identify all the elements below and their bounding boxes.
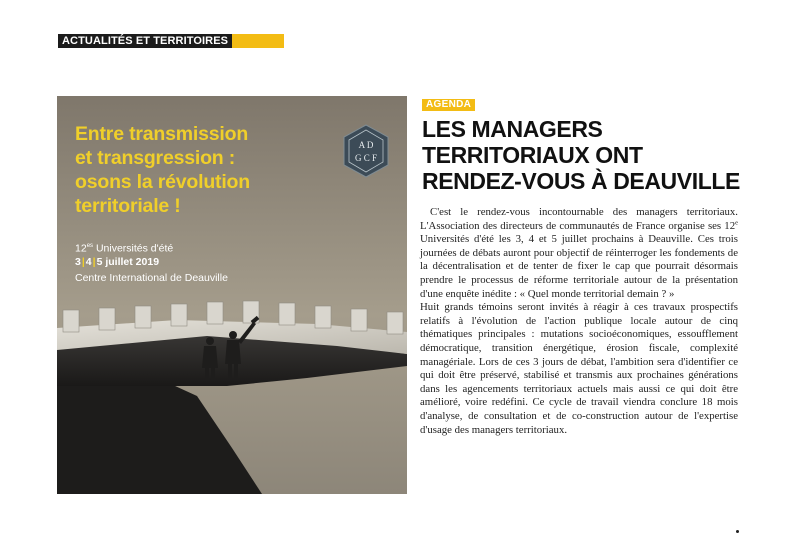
svg-text:G C F: G C F <box>354 153 378 163</box>
section-label: ACTUALITÉS ET TERRITOIRES <box>58 34 232 48</box>
article-paragraph: C'est le rendez-vous incontournable des managers territoriaux. L'Association des directeurs de communautés de France organise ses 12e Universités d'été les 3, 4 et 5 juillet prochains à Deauville. Ces trois journées de débats auront pour objectif de réinterroger les fondements de la décentralisation et de tenter de fixer le cap que pourrait désormais prendre le processus de réforme territoriale autour de la présentation d'une enquête inédite : « Quel monde territorial demain ? » <box>420 206 738 300</box>
poster-venue: Centre International de Deauville <box>75 272 228 284</box>
section-accent-bar <box>232 34 284 48</box>
agenda-tag: AGENDA <box>422 99 475 111</box>
svg-text:A D: A D <box>358 140 374 150</box>
poster-headline: Entre transmission et transgression : osons la révolution territoriale ! <box>75 123 250 217</box>
page-marker <box>736 530 739 533</box>
poster-edition: $12^{es}$ Universités d'été <box>75 242 174 255</box>
poster-dates: 3|4|5 juillet 2019 <box>75 256 160 268</box>
article-title: LES MANAGERS TERRITORIAUX ONT RENDEZ-VOUS À DEAUVILLE <box>422 116 740 194</box>
article-paragraph: Huit grands témoins seront invités à réagir à ces travaux prospectifs relatifs à l'évolution de l'action publique locale autour de cinq thématiques principales : mutations socioéconomiques, essoufflement démocratique, transition énergétique, érosion fiscale, complexité managériale. Lors de ces 3 jours de débat, l'ambition sera d'identifier ce qui doit être préservé, stabilisé et transmis aux prochaines générations dans les agencements territoriaux actuels mais aussi ce qui doit être amélioré, voire redéfini. Ce cycle de travail viendra conclure 18 mois d'analyse, de consultation et de co-construction autour de l'expertise d'usage des managers territoriaux. <box>420 301 738 436</box>
event-poster <box>57 96 407 494</box>
article-body <box>420 206 738 437</box>
adgcf-logo <box>342 124 390 178</box>
section-header <box>58 34 284 48</box>
